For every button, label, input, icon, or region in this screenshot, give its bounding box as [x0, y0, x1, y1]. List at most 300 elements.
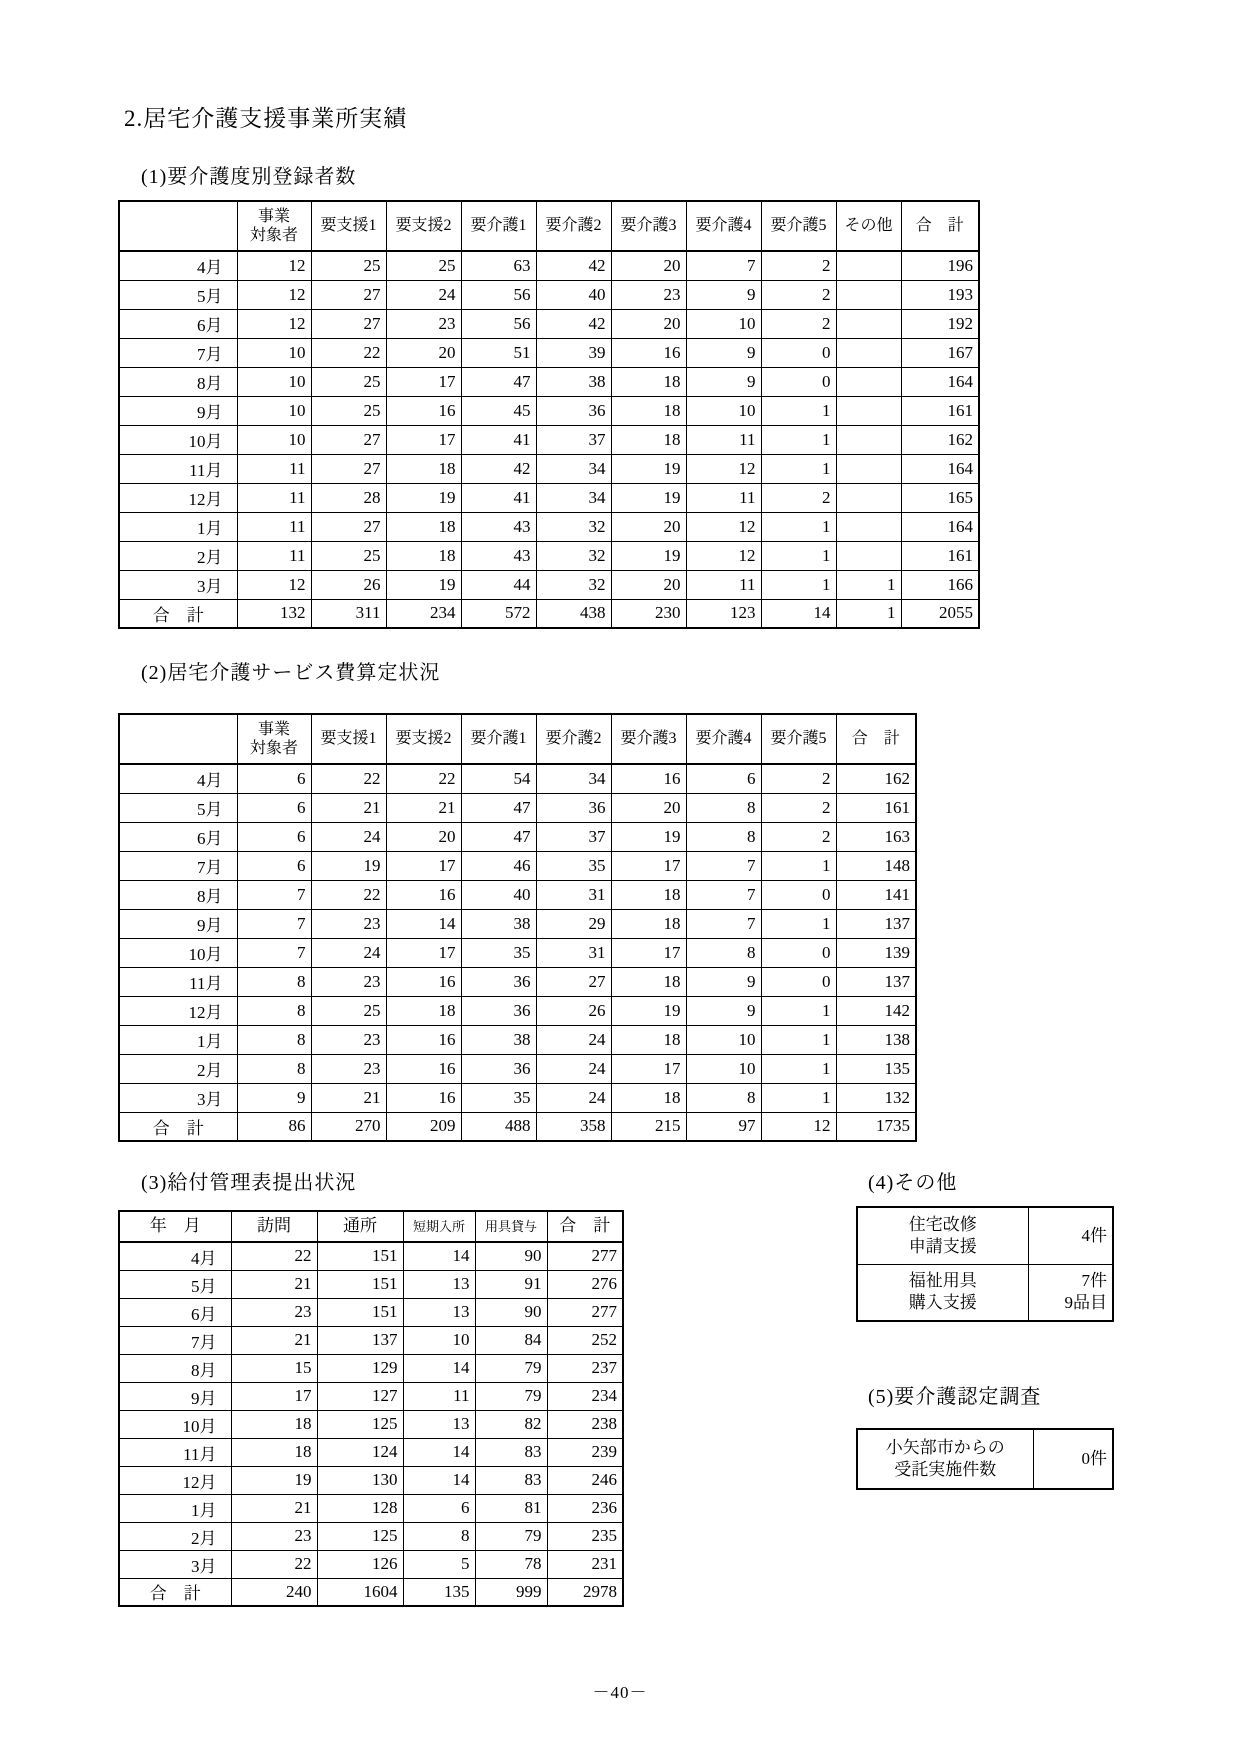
service-fee-calculation-table: [118, 713, 917, 1142]
table-row: [857, 1207, 1113, 1264]
cell-value: [836, 454, 901, 483]
cell-value: 19: [386, 483, 461, 512]
row-label: 小矢部市からの 受託実施件数: [857, 1429, 1033, 1489]
cell-value: 277: [547, 1242, 623, 1270]
row-label: 9月: [119, 909, 237, 938]
cell-value: 238: [547, 1410, 623, 1438]
cell-value: 24: [536, 1025, 611, 1054]
cell-value: 40: [536, 280, 611, 309]
column-header: 要介護2: [536, 201, 611, 251]
cell-value: 24: [311, 822, 386, 851]
cell-value: 123: [686, 599, 761, 628]
cell-value: 37: [536, 822, 611, 851]
table-row: [119, 764, 916, 793]
cell-value: 6: [403, 1494, 475, 1522]
cell-value: 23: [311, 909, 386, 938]
cell-value: 10: [686, 1025, 761, 1054]
table-row: [119, 1083, 916, 1112]
cell-value: 16: [386, 1054, 461, 1083]
cell-value: 10: [686, 1054, 761, 1083]
table-row: [119, 1550, 623, 1578]
cell-value: 17: [611, 938, 686, 967]
cell-value: 234: [386, 599, 461, 628]
cell-value: 8: [686, 793, 761, 822]
table-body: [119, 1242, 623, 1606]
cell-value: 19: [611, 996, 686, 1025]
cell-value: 47: [461, 793, 536, 822]
row-label: 2月: [119, 541, 237, 570]
cell-value: 20: [611, 570, 686, 599]
cell-value: 26: [311, 570, 386, 599]
table-row: [857, 1429, 1113, 1489]
cell-value: 97: [686, 1112, 761, 1141]
cell-value: 19: [611, 483, 686, 512]
section5-heading: (5)要介護認定調査: [868, 1386, 1042, 1408]
cell-value: 8: [237, 967, 311, 996]
cell-value: 139: [836, 938, 916, 967]
column-header: 要介護4: [686, 201, 761, 251]
cell-value: 20: [611, 512, 686, 541]
cell-value: 35: [536, 851, 611, 880]
header-row: [119, 201, 979, 251]
cell-value: 1: [761, 541, 836, 570]
cell-value: 21: [311, 793, 386, 822]
cell-value: 11: [403, 1382, 475, 1410]
cell-value: 81: [475, 1494, 547, 1522]
table-body: [119, 764, 916, 1141]
section1-heading: (1)要介護度別登録者数: [141, 166, 357, 188]
cell-value: 25: [311, 367, 386, 396]
row-label: 6月: [119, 822, 237, 851]
table-row: [119, 1326, 623, 1354]
cell-value: 126: [317, 1550, 403, 1578]
cell-value: 192: [901, 309, 979, 338]
cell-value: 164: [901, 454, 979, 483]
cell-value: 7: [237, 880, 311, 909]
cell-value: 141: [836, 880, 916, 909]
cell-value: 358: [536, 1112, 611, 1141]
cell-value: 488: [461, 1112, 536, 1141]
cell-value: 163: [836, 822, 916, 851]
table-row: [119, 996, 916, 1025]
cell-value: 86: [237, 1112, 311, 1141]
table-row: [119, 599, 979, 628]
table-body: [857, 1429, 1113, 1489]
cell-value: 9: [686, 996, 761, 1025]
row-label: 8月: [119, 880, 237, 909]
row-label: 8月: [119, 367, 237, 396]
cell-value: 14: [761, 599, 836, 628]
row-label: 10月: [119, 1410, 231, 1438]
cell-value: 14: [403, 1466, 475, 1494]
cell-value: 18: [611, 367, 686, 396]
cell-value: 2: [761, 793, 836, 822]
table-header: [119, 714, 916, 764]
cell-value: 36: [461, 1054, 536, 1083]
column-header: 訪問: [231, 1211, 317, 1242]
cell-value: 252: [547, 1326, 623, 1354]
cell-value: 36: [461, 967, 536, 996]
cell-value: 164: [901, 512, 979, 541]
table-row: [119, 251, 979, 280]
column-header: 事業 対象者: [237, 714, 311, 764]
cell-value: 7: [686, 880, 761, 909]
cell-value: 63: [461, 251, 536, 280]
cell-value: 16: [611, 764, 686, 793]
cell-value: 27: [311, 309, 386, 338]
table-row: [119, 909, 916, 938]
row-label: 1月: [119, 1025, 237, 1054]
column-header: 事業 対象者: [237, 201, 311, 251]
cell-value: 27: [311, 280, 386, 309]
row-label: 10月: [119, 938, 237, 967]
cell-value: 24: [386, 280, 461, 309]
cell-value: 162: [836, 764, 916, 793]
cell-value: 24: [536, 1083, 611, 1112]
cell-value: 132: [237, 599, 311, 628]
cell-value: 19: [386, 570, 461, 599]
column-header: 短期入所: [403, 1211, 475, 1242]
column-header: 要支援2: [386, 201, 461, 251]
cell-value: 234: [547, 1382, 623, 1410]
cell-value: 17: [611, 851, 686, 880]
row-label: 合 計: [119, 1578, 231, 1606]
cell-value: [836, 512, 901, 541]
table-row: [119, 793, 916, 822]
cell-value: 165: [901, 483, 979, 512]
cell-value: 34: [536, 483, 611, 512]
table-row: [119, 1438, 623, 1466]
cell-value: 8: [403, 1522, 475, 1550]
cell-value: 27: [536, 967, 611, 996]
cell-value: 0: [761, 880, 836, 909]
cell-value: 84: [475, 1326, 547, 1354]
cell-value: 79: [475, 1522, 547, 1550]
cell-value: 8: [686, 938, 761, 967]
cell-value: 11: [237, 541, 311, 570]
column-header: 要支援2: [386, 714, 461, 764]
cell-value: 209: [386, 1112, 461, 1141]
cell-value: 21: [231, 1494, 317, 1522]
row-label: 2月: [119, 1054, 237, 1083]
cell-value: 19: [611, 454, 686, 483]
cell-value: 135: [403, 1578, 475, 1606]
cell-value: 0: [761, 367, 836, 396]
cell-value: 1735: [836, 1112, 916, 1141]
table-row: [119, 1054, 916, 1083]
cell-value: 137: [836, 909, 916, 938]
cell-value: 8: [686, 822, 761, 851]
cell-value: 1: [836, 599, 901, 628]
cell-value: 138: [836, 1025, 916, 1054]
cell-value: 25: [311, 251, 386, 280]
row-label: 5月: [119, 1270, 231, 1298]
row-label: 福祉用具 購入支援: [857, 1264, 1028, 1321]
cell-value: 129: [317, 1354, 403, 1382]
cell-value: 125: [317, 1522, 403, 1550]
column-header: 要介護5: [761, 714, 836, 764]
cell-value: 47: [461, 367, 536, 396]
cell-value: 17: [386, 938, 461, 967]
cell-value: 21: [231, 1270, 317, 1298]
cell-value: 25: [386, 251, 461, 280]
cell-value: 16: [386, 1025, 461, 1054]
cell-value: 36: [536, 793, 611, 822]
page-number: －40－: [592, 1683, 648, 1702]
cell-value: 1: [761, 1025, 836, 1054]
column-header: [119, 201, 237, 251]
cell-value: 24: [311, 938, 386, 967]
cell-value: 2: [761, 483, 836, 512]
row-label: 合 計: [119, 599, 237, 628]
row-label: 11月: [119, 967, 237, 996]
row-label: 9月: [119, 396, 237, 425]
cell-value: 79: [475, 1354, 547, 1382]
cell-value: 1: [761, 1054, 836, 1083]
cell-value: 124: [317, 1438, 403, 1466]
cell-value: 9: [686, 967, 761, 996]
cell-value: 2: [761, 251, 836, 280]
cell-value: 21: [231, 1326, 317, 1354]
cell-value: 38: [536, 367, 611, 396]
column-header: 要介護5: [761, 201, 836, 251]
column-header: [119, 714, 237, 764]
cell-value: 137: [836, 967, 916, 996]
cell-value: 14: [403, 1354, 475, 1382]
cell-value: 11: [686, 483, 761, 512]
cell-value: 17: [611, 1054, 686, 1083]
cell-value: 23: [231, 1298, 317, 1326]
cell-value: 41: [461, 425, 536, 454]
cell-value: 9: [686, 280, 761, 309]
cell-value: 18: [611, 1083, 686, 1112]
cell-value: 7: [237, 909, 311, 938]
cell-value: 237: [547, 1354, 623, 1382]
table-row: [119, 541, 979, 570]
table-header: [119, 1211, 623, 1242]
cell-value: 18: [611, 1025, 686, 1054]
cell-value: 14: [403, 1242, 475, 1270]
table-row: [119, 338, 979, 367]
cell-value: 56: [461, 280, 536, 309]
table-row: [119, 1466, 623, 1494]
cell-value: 18: [386, 454, 461, 483]
cell-value: 23: [311, 1054, 386, 1083]
cell-value: [836, 309, 901, 338]
cell-value: 47: [461, 822, 536, 851]
cell-value: 1: [761, 1083, 836, 1112]
cell-value: 22: [231, 1550, 317, 1578]
row-label: 3月: [119, 1083, 237, 1112]
cell-value: 22: [386, 764, 461, 793]
cell-value: 7: [686, 851, 761, 880]
cell-value: 12: [686, 512, 761, 541]
cell-value: 125: [317, 1410, 403, 1438]
table-row: [119, 1382, 623, 1410]
row-label: 9月: [119, 1382, 231, 1410]
cell-value: 18: [231, 1438, 317, 1466]
cell-value: 142: [836, 996, 916, 1025]
cell-value: 32: [536, 541, 611, 570]
row-label: 住宅改修 申請支援: [857, 1207, 1028, 1264]
cell-value: 231: [547, 1550, 623, 1578]
cell-value: 1: [836, 570, 901, 599]
cell-value: 45: [461, 396, 536, 425]
cell-value: 12: [237, 280, 311, 309]
cell-value: 162: [901, 425, 979, 454]
cell-value: 1604: [317, 1578, 403, 1606]
cell-value: 82: [475, 1410, 547, 1438]
cell-value: 17: [231, 1382, 317, 1410]
header-row: [119, 1211, 623, 1242]
cell-value: 24: [536, 1054, 611, 1083]
table-row: [119, 1578, 623, 1606]
cell-value: 161: [901, 396, 979, 425]
table-row: [119, 1112, 916, 1141]
cell-value: 215: [611, 1112, 686, 1141]
table-row: [119, 512, 979, 541]
cell-value: 13: [403, 1270, 475, 1298]
cell-value: 40: [461, 880, 536, 909]
cell-value: 151: [317, 1270, 403, 1298]
cell-value: 38: [461, 909, 536, 938]
row-label: 1月: [119, 512, 237, 541]
section3-heading: (3)給付管理表提出状況: [141, 1172, 357, 1194]
cell-value: 42: [461, 454, 536, 483]
cell-value: 15: [231, 1354, 317, 1382]
cell-value: [836, 396, 901, 425]
cell-value: 6: [237, 764, 311, 793]
cell-value: [836, 425, 901, 454]
section4-heading: (4)その他: [868, 1172, 958, 1194]
cell-value: 235: [547, 1522, 623, 1550]
cell-value: 19: [311, 851, 386, 880]
cell-value: 18: [611, 425, 686, 454]
cell-value: 0: [761, 938, 836, 967]
cell-value: 0: [761, 338, 836, 367]
column-header: 通所: [317, 1211, 403, 1242]
cell-value: 11: [237, 454, 311, 483]
cell-value: 78: [475, 1550, 547, 1578]
cell-value: 1: [761, 909, 836, 938]
cell-value: 43: [461, 541, 536, 570]
cell-value: 18: [231, 1410, 317, 1438]
cell-value: 9: [237, 1083, 311, 1112]
cell-value: 31: [536, 938, 611, 967]
cell-value: 10: [237, 367, 311, 396]
cell-value: 23: [231, 1522, 317, 1550]
cell-value: 137: [317, 1326, 403, 1354]
row-label: 10月: [119, 425, 237, 454]
cell-value: 12: [686, 541, 761, 570]
cell-value: 167: [901, 338, 979, 367]
cell-value: 20: [386, 338, 461, 367]
cell-value: 132: [836, 1083, 916, 1112]
table-body: [857, 1207, 1113, 1321]
row-label: 7月: [119, 1326, 231, 1354]
column-header: 要介護1: [461, 201, 536, 251]
table-row: [119, 454, 979, 483]
table-row: [119, 880, 916, 909]
table-row: [119, 1242, 623, 1270]
cell-value: 13: [403, 1410, 475, 1438]
cell-value: 1: [761, 851, 836, 880]
column-header: 要介護2: [536, 714, 611, 764]
row-label: 8月: [119, 1354, 231, 1382]
section2-heading: (2)居宅介護サービス費算定状況: [141, 662, 441, 684]
table-row: [119, 367, 979, 396]
cell-value: [836, 541, 901, 570]
table-row: [119, 1494, 623, 1522]
cell-value: 10: [403, 1326, 475, 1354]
cell-value: 8: [237, 1025, 311, 1054]
cell-value: 19: [611, 541, 686, 570]
row-label: 7月: [119, 851, 237, 880]
cell-value: 8: [237, 1054, 311, 1083]
cell-value: 56: [461, 309, 536, 338]
cell-value: 6: [686, 764, 761, 793]
cell-value: 127: [317, 1382, 403, 1410]
cell-value: [836, 280, 901, 309]
table-row: [119, 1270, 623, 1298]
cell-value: 11: [237, 483, 311, 512]
cell-value: 22: [231, 1242, 317, 1270]
row-label: 5月: [119, 280, 237, 309]
cell-value: 79: [475, 1382, 547, 1410]
cell-value: 22: [311, 764, 386, 793]
table-header: [119, 201, 979, 251]
cell-value: 18: [386, 996, 461, 1025]
cell-value: 46: [461, 851, 536, 880]
benefit-management-submission-table: [118, 1210, 624, 1607]
cell-value: 1: [761, 396, 836, 425]
cell-value: 10: [237, 396, 311, 425]
row-label: 4月: [119, 251, 237, 280]
column-header: 要支援1: [311, 201, 386, 251]
cell-value: 20: [611, 309, 686, 338]
cell-value: 193: [901, 280, 979, 309]
cell-value: 230: [611, 599, 686, 628]
cell-value: 21: [311, 1083, 386, 1112]
cell-value: 54: [461, 764, 536, 793]
cell-value: 240: [231, 1578, 317, 1606]
row-label: 3月: [119, 570, 237, 599]
cell-value: 17: [386, 851, 461, 880]
cell-value: 19: [611, 822, 686, 851]
cell-value: 161: [836, 793, 916, 822]
cell-value: 16: [386, 967, 461, 996]
cell-value: 11: [686, 570, 761, 599]
cell-value: 11: [686, 425, 761, 454]
table-row: [119, 280, 979, 309]
cell-value: 23: [386, 309, 461, 338]
cell-value: 10: [686, 396, 761, 425]
cell-value: 22: [311, 338, 386, 367]
cell-value: 35: [461, 938, 536, 967]
cell-value: 10: [237, 425, 311, 454]
cell-value: 1: [761, 996, 836, 1025]
cell-value: 10: [686, 309, 761, 338]
row-label: 6月: [119, 309, 237, 338]
cell-value: 12: [686, 454, 761, 483]
cell-value: 27: [311, 425, 386, 454]
cell-value: 18: [611, 396, 686, 425]
cell-value: 26: [536, 996, 611, 1025]
cell-value: 151: [317, 1298, 403, 1326]
certification-survey-table: [856, 1428, 1114, 1490]
cell-value: 44: [461, 570, 536, 599]
cell-value: 4件: [1028, 1207, 1113, 1264]
